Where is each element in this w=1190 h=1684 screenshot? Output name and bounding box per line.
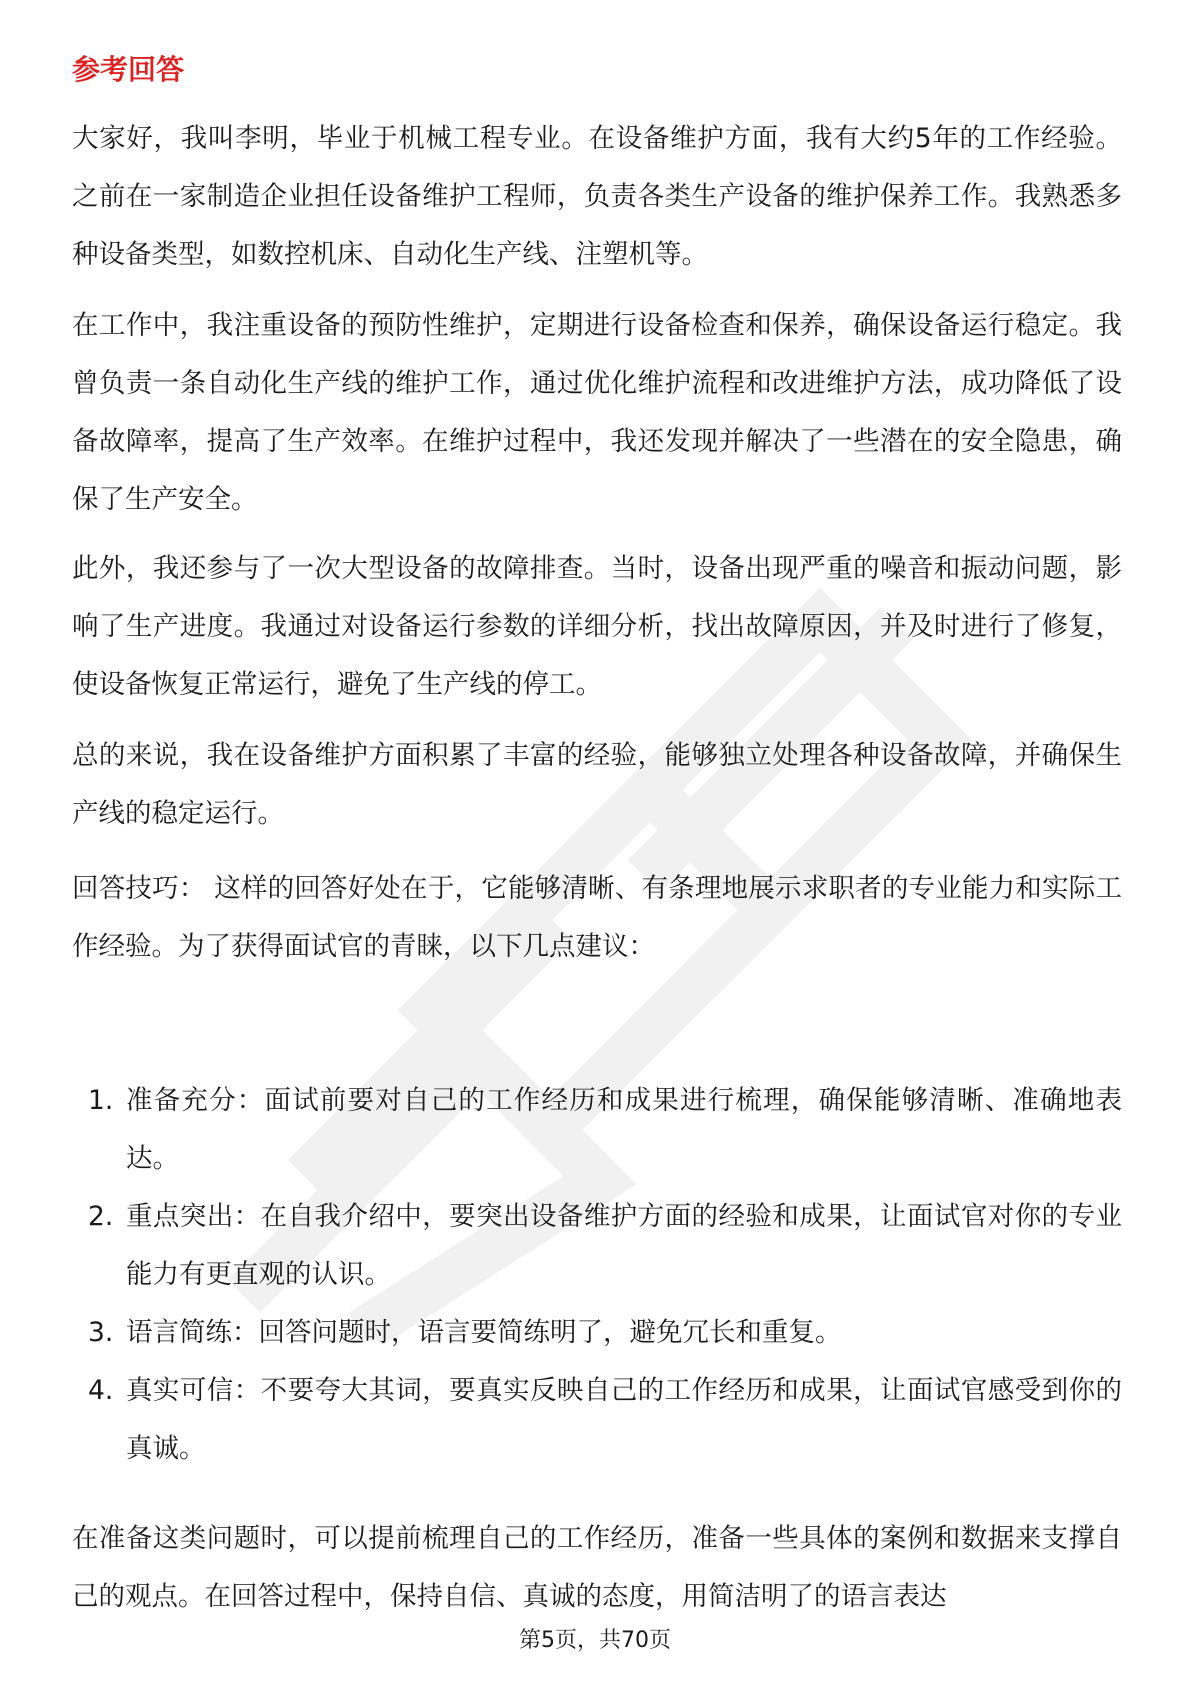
- section-heading: 参考回答: [72, 53, 185, 86]
- tip-item: [72, 1072, 1122, 1188]
- tip-item: [72, 1304, 1122, 1362]
- tip-text: 准备充分：面试前要对自己的工作经历和成果进行梳理，确保能够清晰、准确地表达。: [126, 1085, 1122, 1174]
- tips-list: [72, 1072, 1122, 1478]
- tip-number: 1.: [88, 1085, 114, 1116]
- tip-item: [72, 1188, 1122, 1304]
- closing-paragraph: 在准备这类问题时，可以提前梳理自己的工作经历，准备一些具体的案例和数据来支撑自己的观点。在回答过程中，保持自信、真诚的态度，用简洁明了的语言表达: [72, 1523, 1122, 1612]
- answer-paragraph-4: 总的来说，我在设备维护方面积累了丰富的经验，能够独立处理各种设备故障，并确保生产线的稳定运行。: [72, 740, 1122, 829]
- tip-text: 真实可信：不要夸大其词，要真实反映自己的工作经历和成果，让面试官感受到你的真诚。: [126, 1375, 1122, 1464]
- tip-text: 重点突出：在自我介绍中，要突出设备维护方面的经验和成果，让面试官对你的专业能力有更直观的认识。: [126, 1201, 1122, 1290]
- answer-paragraph-2: 在工作中，我注重设备的预防性维护，定期进行设备检查和保养，确保设备运行稳定。我曾负责一条自动化生产线的维护工作，通过优化维护流程和改进维护方法，成功降低了设备故障率，提高了生产效率。在维护过程中，我还发现并解决了一些潜在的安全隐患，确保了生产安全。: [72, 310, 1122, 515]
- page-number-footer: 第5页，共70页: [519, 1628, 671, 1653]
- answer-paragraph-1: 大家好，我叫李明，毕业于机械工程专业。在设备维护方面，我有大约5年的工作经验。之前在一家制造企业担任设备维护工程师，负责各类生产设备的维护保养工作。我熟悉多种设备类型，如数控机床、自动化生产线、注塑机等。: [72, 123, 1122, 270]
- answer-paragraph-3: 此外，我还参与了一次大型设备的故障排查。当时，设备出现严重的噪音和振动问题，影响了生产进度。我通过对设备运行参数的详细分析，找出故障原因，并及时进行了修复，使设备恢复正常运行，避免了生产线的停工。: [72, 553, 1122, 700]
- tip-text: 语言简练：回答问题时，语言要简练明了，避免冗长和重复。: [126, 1317, 842, 1348]
- tip-number: 4.: [88, 1375, 114, 1406]
- tip-item: [72, 1362, 1122, 1478]
- tip-number: 2.: [88, 1201, 114, 1232]
- tip-number: 3.: [88, 1317, 114, 1348]
- tips-intro-paragraph: 回答技巧： 这样的回答好处在于，它能够清晰、有条理地展示求职者的专业能力和实际工作经验。为了获得面试官的青睐，以下几点建议：: [72, 873, 1122, 962]
